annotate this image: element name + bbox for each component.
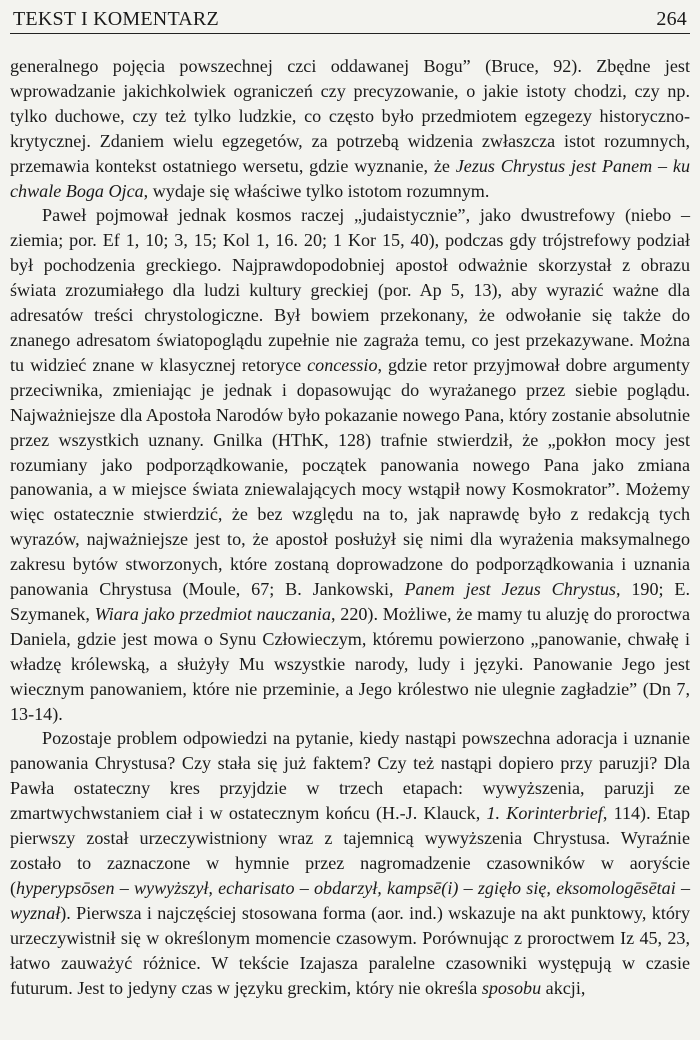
running-header [10, 8, 690, 34]
italic-run: concessio [307, 354, 378, 375]
running-title: TEKST I KOMENTARZ [13, 8, 219, 30]
text-run: ). Pierwsza i najczęściej stosowana forma (aor. ind.) wskazuje na akt punktowy, który urzeczywistnił się w określonym momencie czasowym. Porównując z proroctwem Iz 45, 23, łatwo zauważyć różnice. W tekście Izajasza paralelne czasowniki występują w czasie futurum. Jest to jedyny czas w języku greckim, który nie określa [10, 902, 690, 998]
text-run: , wydaje się właściwe tylko istotom rozumnym. [143, 180, 490, 201]
text-run: , gdzie retor przyjmował dobre argumenty przeciwnika, zmieniając je jednak i dopasowując do wyrażanego przez siebie poglądu. Najważniejsze dla Apostoła Narodów było pokazanie nowego Pana, który zostanie absolutnie przez wszystkich uznany. Gnilka (HThK, 128) trafnie stwierdził, że „pokłon mocy jest rozumiany jako podporządkowanie, początek panowania nowego Pana jako zmiana panowania, a w miejsce świata zniewalających mocy wstąpił nowy Kosmokrator”. Możemy więc ostatecznie stwierdzić, że bez względu na to, jak naprawdę było z redakcją tych wyrazów, najważniejsze jest to, że apostoł posłużył się nimi dla wyrażenia maksymalnego zakresu bytów stworzonych, które zostaną doprowadzone do podporządkowania i uznania panowania Chrystusa (Moule, 67; B. Jankowski, [10, 354, 690, 600]
text-run: , 114). Etap pierwszy został urzeczywistniony wraz z tajemnicą wywyższenia Chrystusa. Wyraźnie zostało to zaznaczone w hymnie przez nagromadzenie czasowników w aoryście ( [10, 803, 690, 898]
paragraph [10, 54, 690, 203]
italic-run: hyperypsōsen – wywyższył, echarisato – obdarzył, kampsē(i) – zgięło się, eksomologēsētai – wyznał [10, 877, 690, 923]
text-run: generalnego pojęcia powszechnej czci oddawanej Bogu” (Bruce, 92). Zbędne jest wprowadzanie jakichkolwiek ograniczeń czy precyzowanie, o jakie istoty chodzi, czy np. tylko duchowe, czy też tylko ludzkie, co często było przedmiotem egzegezy historyczno-krytycznej. Zdaniem wielu egzegetów, za potrzebą widzenia zwłaszcza istot rozumnych, przemawia kontekst ostatniego wersetu, gdzie wyznanie, że [10, 56, 690, 176]
italic-run: Wiara jako przedmiot nauczania [94, 603, 332, 624]
text-run: Pozostaje problem odpowiedzi na pytanie, kiedy nastąpi powszechna adoracja i uznanie panowania Chrystusa? Czy stała się już faktem? Czy też nastąpi dopiero przy paruzji? Dla Pawła ostateczny kres przyjdzie w trzech etapach: wywyższenia, paruzji ze zmartwychwstaniem ciał i w ostatecznym końcu (H.-J. Klauck, [10, 728, 690, 824]
paragraph [10, 726, 690, 1000]
text-run: , 190; E. Szymanek, [10, 579, 691, 624]
italic-run: Jezus Chrystus jest Panem – ku chwale Boga Ojca [10, 155, 690, 201]
italic-run: Panem jest Jezus Chrystus [404, 579, 616, 600]
page-number: 264 [656, 8, 687, 30]
italic-run: 1. Korinterbrief [486, 803, 603, 824]
italic-run: sposobu [481, 977, 542, 998]
text-run: , 220). Możliwe, że mamy tu aluzję do proroctwa Daniela, gdzie jest mowa o Synu Człowieczym, któremu powierzono „panowanie, chwałę i władzę królewską, a służyły Mu wszystkie narody, ludy i języki. Panowanie Jego jest wiecznym panowaniem, które nie przeminie, a Jego królestwo nie ulegnie zagładzie” (Dn 7, 13-14). [10, 603, 690, 724]
body-text [10, 54, 690, 1000]
paragraph [10, 203, 690, 726]
text-run: Paweł pojmował jednak kosmos raczej „judaistycznie”, jako dwustrefowy (niebo – ziemia; por. Ef 1, 10; 3, 15; Kol 1, 16. 20; 1 Kor 15, 40), podczas gdy trójstrefowy podział był pochodzenia greckiego. Najprawdopodobniej apostoł odważnie skorzystał z obrazu świata zrozumiałego dla ludzi kultury greckiej (por. Ap 5, 13), aby wyrazić ważne dla adresatów treści chrystologiczne. Był bowiem przekonany, że odwołanie się także do znanego adresatom światopoglądu zupełnie nie zagraża temu, co jest przekazywane. Można tu widzieć znane w klasycznej retoryce [10, 205, 690, 375]
text-run: akcji, [541, 977, 586, 998]
